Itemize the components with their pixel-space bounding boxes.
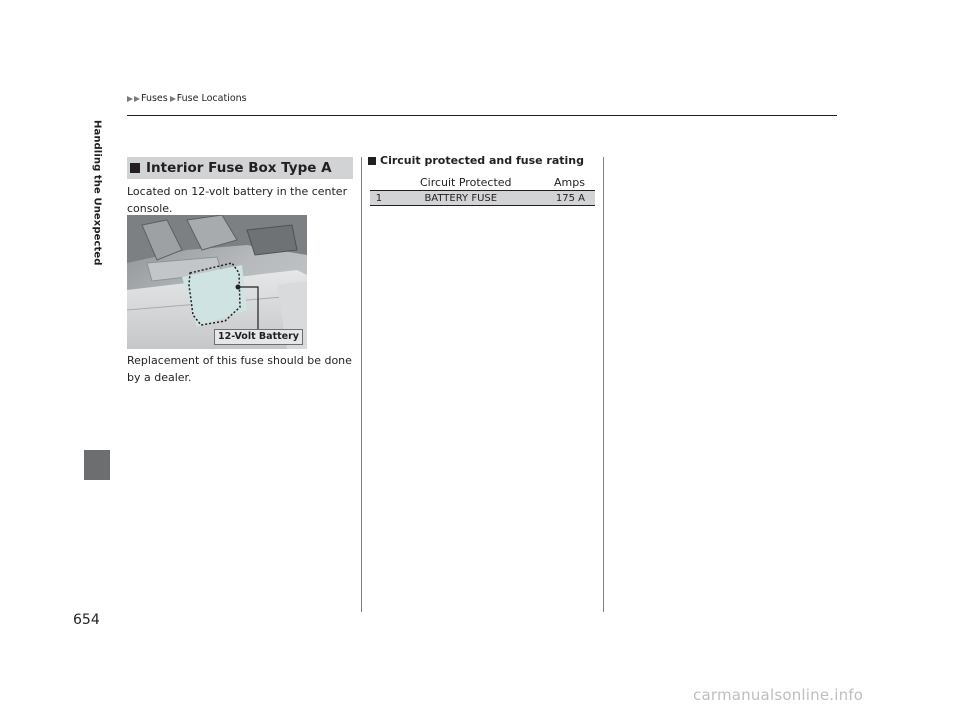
side-chapter-label — [84, 120, 110, 450]
subsection-title-text: Circuit protected and fuse rating — [380, 154, 584, 167]
breadcrumb-arrow-icon — [134, 96, 140, 102]
table-row — [370, 191, 595, 206]
breadcrumb — [127, 93, 247, 104]
watermark: carmanualsonline.info — [693, 686, 864, 704]
section-header — [127, 157, 353, 179]
location-description: Located on 12-volt battery in the center console. — [127, 185, 348, 215]
column-header-amps: Amps — [534, 175, 595, 191]
fuse-amps: 175 A — [534, 191, 595, 206]
fuse-number: 1 — [370, 191, 388, 206]
column-header-number — [370, 175, 388, 191]
table-header-row — [370, 175, 595, 191]
console-battery-illustration — [127, 215, 307, 349]
fuse-rating-table — [370, 175, 595, 206]
column-divider — [361, 157, 362, 612]
side-chapter-text: Handling the Unexpected — [91, 120, 103, 266]
replacement-note: Replacement of this fuse should be done by a dealer. — [127, 354, 352, 384]
battery-callout-label: 12-Volt Battery — [214, 329, 303, 345]
subsection-title — [368, 154, 584, 167]
section-title: Interior Fuse Box Type A — [146, 160, 332, 176]
breadcrumb-item-fuse-locations[interactable]: Fuse Locations — [176, 93, 247, 104]
header-rule — [127, 115, 837, 116]
section-bullet-icon — [130, 163, 140, 173]
subsection-bullet-icon — [368, 157, 376, 165]
column-header-circuit: Circuit Protected — [388, 175, 534, 191]
circuit-name: BATTERY FUSE — [388, 191, 534, 206]
chapter-tab[interactable] — [84, 450, 110, 480]
column-divider — [603, 157, 604, 612]
breadcrumb-arrow-icon — [170, 96, 176, 102]
breadcrumb-item-fuses[interactable]: Fuses — [141, 93, 168, 104]
breadcrumb-arrow-icon — [127, 96, 133, 102]
page-number: 654 — [73, 612, 100, 628]
